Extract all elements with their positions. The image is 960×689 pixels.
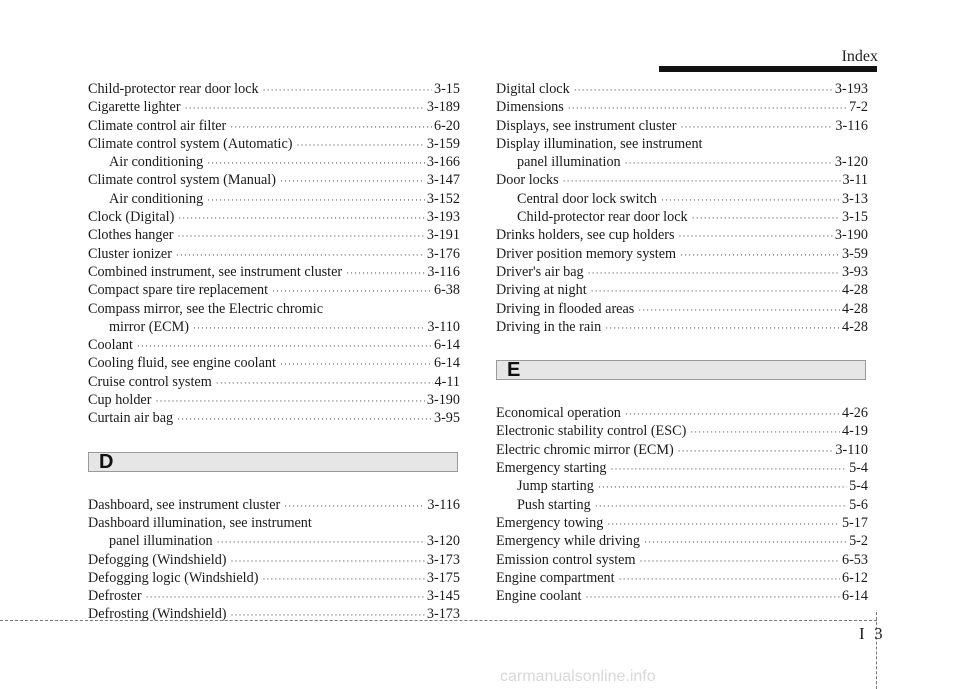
footer-number: 3: [874, 624, 883, 643]
leader-dots: [680, 246, 840, 264]
leader-dots: [588, 264, 840, 282]
index-entry[interactable]: [88, 409, 460, 427]
index-page-ref: 6-14: [433, 355, 460, 372]
index-term: Push starting: [517, 496, 591, 513]
section-header-d: [88, 452, 458, 472]
leader-dots: [610, 460, 847, 478]
index-page-ref: 3-120: [834, 154, 868, 171]
footer-divider: [0, 620, 877, 621]
index-term: Child-protector rear door lock: [88, 81, 259, 97]
leader-dots: [231, 552, 425, 570]
leader-dots: [607, 515, 840, 533]
index-term: Driver's air bag: [496, 263, 584, 280]
leader-dots: [297, 136, 425, 154]
index-subentry[interactable]: [496, 496, 868, 514]
leader-dots: [638, 301, 840, 319]
leader-dots: [619, 570, 840, 588]
leader-dots: [661, 191, 840, 209]
index-page-ref: 3-110: [835, 441, 868, 458]
index-page-ref: 3-190: [426, 392, 460, 409]
index-page-ref: 6-53: [841, 551, 868, 568]
index-term: Climate control system (Automatic): [88, 135, 293, 152]
index-page-ref: 3-120: [426, 533, 460, 550]
index-term: Driver position memory system: [496, 245, 677, 262]
watermark-text: carmanualsonline.info: [500, 668, 656, 685]
index-page-ref: 4-11: [434, 373, 460, 390]
index-entry[interactable]: [88, 171, 460, 189]
leader-dots: [625, 405, 840, 423]
index-term: Curtain air bag: [88, 410, 174, 427]
index-subentry[interactable]: [496, 190, 868, 208]
index-page-ref: 3-110: [427, 318, 460, 335]
right-index-column: [496, 80, 868, 605]
index-entry[interactable]: [496, 422, 868, 440]
index-subentry[interactable]: [496, 153, 868, 171]
index-page-ref: 4-28: [841, 300, 868, 317]
index-term: Defogging (Windshield): [88, 551, 227, 568]
index-entry[interactable]: [88, 245, 460, 263]
leader-dots: [217, 533, 425, 551]
leader-dots: [598, 478, 847, 496]
footer-section: I: [859, 624, 865, 643]
index-page-ref: 3-173: [426, 551, 460, 568]
index-page-ref: 6-12: [841, 569, 868, 586]
page-header-title: Index: [841, 48, 878, 65]
index-page-ref: 3-173: [426, 606, 460, 623]
index-page-ref: 3-116: [835, 117, 868, 134]
index-term: Cluster ionizer: [88, 245, 172, 262]
index-term: Engine coolant: [496, 588, 582, 605]
index-term: Electric chromic mirror (ECM): [496, 441, 674, 458]
index-entry[interactable]: [88, 281, 460, 299]
index-term: Air conditioning: [109, 190, 204, 207]
leader-dots: [263, 81, 432, 99]
index-entry[interactable]: [496, 98, 868, 116]
index-term: Emergency towing: [496, 514, 604, 531]
index-term: Combined instrument, see instrument cluster: [88, 263, 343, 280]
left-index-column: [88, 80, 460, 624]
index-page-ref: 3-175: [426, 569, 460, 586]
index-page-ref: 6-38: [433, 282, 460, 299]
index-term: Cigarette lighter: [88, 99, 181, 116]
index-term: panel illumination: [109, 533, 213, 550]
entry-list-d-continued: [496, 80, 868, 336]
index-page-ref: 3-190: [834, 227, 868, 244]
spacer: [88, 428, 460, 452]
entry-list-e: [496, 404, 868, 605]
index-page-ref: 3-93: [841, 263, 868, 280]
index-term: Cruise control system: [88, 373, 212, 390]
index-term: Child-protector rear door lock: [517, 209, 688, 226]
index-page-ref: 3-152: [426, 190, 460, 207]
index-entry[interactable]: [496, 300, 868, 318]
index-page-ref: 3-145: [426, 588, 460, 605]
leader-dots: [230, 118, 432, 136]
index-entry[interactable]: [496, 441, 868, 459]
leader-dots: [595, 497, 847, 515]
leader-dots: [625, 154, 833, 172]
index-subentry[interactable]: [88, 190, 460, 208]
leader-dots: [176, 246, 425, 264]
index-term: Dashboard illumination, see instrument: [88, 514, 312, 531]
index-page-ref: 5-4: [849, 478, 868, 495]
index-term: Door locks: [496, 172, 559, 189]
leader-dots: [177, 410, 432, 428]
leader-dots: [605, 319, 840, 337]
index-page-ref: 3-59: [841, 245, 868, 262]
index-page-ref: 3-11: [842, 172, 868, 189]
index-entry[interactable]: [88, 135, 460, 153]
index-term: Defroster: [88, 588, 142, 605]
index-term: Driving in flooded areas: [496, 300, 635, 317]
index-page-ref: 3-159: [426, 135, 460, 152]
index-term: Economical operation: [496, 405, 621, 422]
leader-dots: [680, 118, 833, 136]
index-term: Display illumination, see instrument: [496, 135, 703, 152]
leader-dots: [690, 423, 840, 441]
index-page-ref: 6-14: [841, 588, 868, 605]
index-page-ref: 4-28: [841, 318, 868, 335]
header-bar: [659, 66, 877, 72]
index-term: Clock (Digital): [88, 209, 175, 226]
leader-dots: [193, 319, 425, 337]
index-term: Emergency while driving: [496, 533, 640, 550]
index-term: panel illumination: [517, 154, 621, 171]
leader-dots: [644, 533, 847, 551]
index-term: Digital clock: [496, 81, 570, 97]
index-page-ref: 5-4: [849, 460, 868, 477]
index-entry[interactable]: [496, 226, 868, 244]
leader-dots: [284, 497, 425, 515]
leader-dots: [574, 81, 833, 99]
index-entry[interactable]: [88, 373, 460, 391]
index-entry[interactable]: [496, 171, 868, 189]
index-term: Air conditioning: [109, 154, 204, 171]
index-page-ref: 3-15: [433, 81, 460, 97]
index-subentry[interactable]: [88, 318, 460, 336]
leader-dots: [207, 191, 425, 209]
index-page-ref: 3-116: [427, 496, 460, 513]
index-subentry[interactable]: [496, 477, 868, 495]
index-term: Cooling fluid, see engine coolant: [88, 355, 276, 372]
leader-dots: [568, 99, 847, 117]
index-term: Emergency starting: [496, 460, 607, 477]
leader-dots: [178, 209, 425, 227]
index-entry[interactable]: [496, 514, 868, 532]
leader-dots: [678, 442, 834, 460]
leader-dots: [280, 172, 425, 190]
index-page-ref: 3-176: [426, 245, 460, 262]
index-entry[interactable]: [496, 587, 868, 605]
index-entry[interactable]: [88, 117, 460, 135]
index-term: Coolant: [88, 337, 133, 354]
index-entry[interactable]: [88, 98, 460, 116]
section-letter: E: [507, 359, 521, 382]
index-term: Clothes hanger: [88, 227, 174, 244]
index-entry[interactable]: [88, 391, 460, 409]
index-entry[interactable]: [88, 569, 460, 587]
index-page-ref: 3-147: [426, 172, 460, 189]
footer-page-number: [859, 624, 883, 644]
index-entry[interactable]: [496, 318, 868, 336]
index-entry[interactable]: [88, 208, 460, 226]
index-term: Engine compartment: [496, 569, 615, 586]
index-subentry[interactable]: [88, 153, 460, 171]
leader-dots: [586, 588, 840, 606]
section-header-e: [496, 360, 866, 380]
index-term: Driving at night: [496, 282, 587, 299]
leader-dots: [262, 570, 424, 588]
index-page-ref: 6-14: [433, 337, 460, 354]
leader-dots: [231, 606, 425, 624]
index-entry-heading: [496, 135, 868, 153]
index-page-ref: 5-2: [849, 533, 868, 550]
index-page-ref: 7-2: [849, 99, 868, 116]
leader-dots: [155, 392, 424, 410]
index-entry[interactable]: [88, 587, 460, 605]
index-term: Cup holder: [88, 392, 152, 409]
index-entry[interactable]: [496, 263, 868, 281]
index-term: Dashboard, see instrument cluster: [88, 496, 281, 513]
entry-list-c: [88, 80, 460, 428]
index-page-ref: 5-6: [849, 496, 868, 513]
leader-dots: [591, 282, 840, 300]
index-term: Emission control system: [496, 551, 636, 568]
index-entry[interactable]: [88, 354, 460, 372]
leader-dots: [216, 374, 433, 392]
index-term: Defrosting (Windshield): [88, 606, 227, 623]
index-page-ref: 3-166: [426, 154, 460, 171]
index-term: Dimensions: [496, 99, 564, 116]
index-page-ref: 3-193: [426, 209, 460, 226]
index-entry[interactable]: [496, 245, 868, 263]
index-term: Compass mirror, see the Electric chromic: [88, 300, 324, 317]
index-term: Drinks holders, see cup holders: [496, 227, 675, 244]
index-term: Defogging logic (Windshield): [88, 569, 259, 586]
index-page-ref: 4-28: [841, 282, 868, 299]
index-entry[interactable]: [88, 551, 460, 569]
index-entry[interactable]: [88, 226, 460, 244]
index-page-ref: 3-193: [834, 81, 868, 97]
spacer: [496, 380, 868, 404]
leader-dots: [207, 154, 425, 172]
leader-dots: [280, 355, 432, 373]
index-entry[interactable]: [88, 496, 460, 514]
leader-dots: [563, 172, 841, 190]
leader-dots: [692, 209, 840, 227]
index-entry[interactable]: [496, 532, 868, 550]
index-entry[interactable]: [88, 336, 460, 354]
index-page-ref: 4-26: [841, 405, 868, 422]
index-term: Central door lock switch: [517, 190, 657, 207]
leader-dots: [178, 227, 425, 245]
index-term: mirror (ECM): [109, 318, 189, 335]
index-page-ref: 3-116: [427, 263, 460, 280]
index-term: Electronic stability control (ESC): [496, 423, 687, 440]
section-letter: D: [99, 450, 114, 473]
index-page-ref: 4-19: [841, 423, 868, 440]
leader-dots: [272, 282, 432, 300]
index-entry[interactable]: [496, 459, 868, 477]
index-entry[interactable]: [88, 263, 460, 281]
index-term: Compact spare tire replacement: [88, 282, 269, 299]
spacer: [88, 472, 460, 496]
index-term: Driving in the rain: [496, 318, 602, 335]
index-page-ref: 3-95: [433, 410, 460, 427]
index-entry-heading: [88, 514, 460, 532]
index-page-ref: 3-15: [841, 209, 868, 226]
index-page-ref: 3-189: [426, 99, 460, 116]
index-entry[interactable]: [496, 569, 868, 587]
spacer: [496, 336, 868, 360]
leader-dots: [137, 337, 432, 355]
index-entry[interactable]: [496, 551, 868, 569]
index-entry[interactable]: [496, 80, 868, 98]
index-page-ref: 3-13: [841, 190, 868, 207]
index-entry[interactable]: [496, 117, 868, 135]
leader-dots: [679, 227, 833, 245]
index-page-ref: 6-20: [433, 117, 460, 134]
index-subentry[interactable]: [88, 532, 460, 550]
index-term: Climate control air filter: [88, 117, 227, 134]
index-page-ref: 5-17: [841, 514, 868, 531]
index-entry[interactable]: [88, 80, 460, 98]
entry-list-d: [88, 496, 460, 624]
index-subentry[interactable]: [496, 208, 868, 226]
index-term: Climate control system (Manual): [88, 172, 276, 189]
leader-dots: [185, 99, 425, 117]
index-entry[interactable]: [496, 281, 868, 299]
index-term: Displays, see instrument cluster: [496, 117, 677, 134]
index-page-ref: 3-191: [426, 227, 460, 244]
leader-dots: [640, 552, 840, 570]
index-term: Jump starting: [517, 478, 594, 495]
index-entry[interactable]: [496, 404, 868, 422]
leader-dots: [346, 264, 425, 282]
index-entry-heading: [88, 300, 460, 318]
leader-dots: [146, 588, 425, 606]
